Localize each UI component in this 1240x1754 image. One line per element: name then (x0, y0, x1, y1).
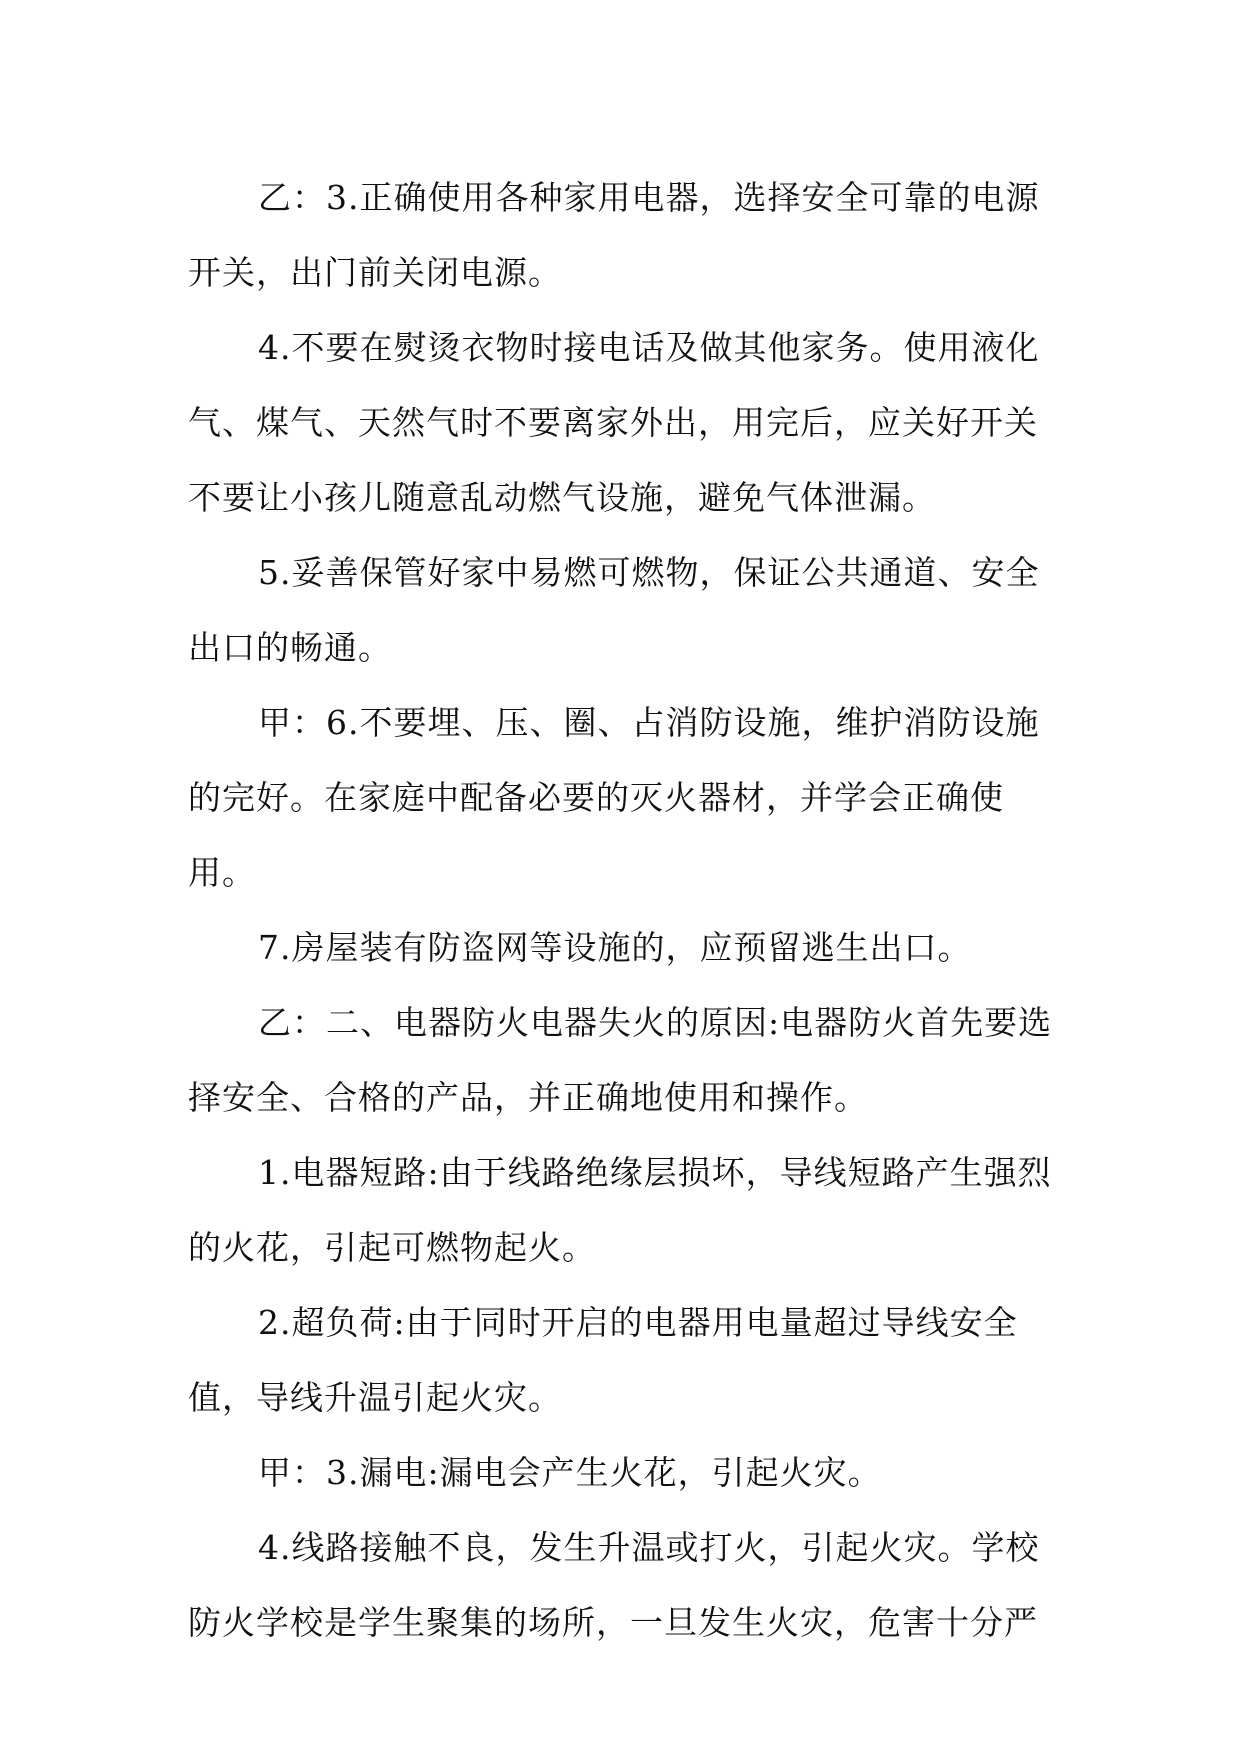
paragraph-9: 甲：3.漏电:漏电会产生火花，引起火灾。 (258, 1453, 882, 1492)
document-body (188, 160, 1068, 1660)
paragraph-2: 4.不要在熨烫衣物时接电话及做其他家务。使用液化气、煤气、天然气时不要离家外出，用完后，应关好开关不要让小孩儿随意乱动燃气设施，避免气体泄漏。 (188, 328, 1040, 517)
paragraph-4: 甲：6.不要埋、压、圈、占消防设施，维护消防设施的完好。在家庭中配备必要的灭火器材，并学会正确使用。 (188, 703, 1040, 892)
paragraph-3: 5.妥善保管好家中易燃可燃物，保证公共通道、安全出口的畅通。 (188, 553, 1040, 667)
paragraph-1: 乙：3.正确使用各种家用电器，选择安全可靠的电源开关，出门前关闭电源。 (188, 178, 1040, 292)
paragraph-5: 7.房屋装有防盗网等设施的，应预留逃生出口。 (258, 928, 972, 967)
paragraph-6: 乙：二、电器防火电器失火的原因:电器防火首先要选择安全、合格的产品，并正确地使用和操作。 (188, 1003, 1053, 1117)
paragraph-10: 4.线路接触不良，发生升温或打火，引起火灾。学校防火学校是学生聚集的场所，一旦发生火灾，危害十分严 (188, 1528, 1040, 1642)
paragraph-7: 1.电器短路:由于线路绝缘层损坏，导线短路产生强烈的火花，引起可燃物起火。 (188, 1153, 1052, 1267)
paragraph-8: 2.超负荷:由于同时开启的电器用电量超过导线安全值，导线升温引起火灾。 (188, 1303, 1018, 1417)
